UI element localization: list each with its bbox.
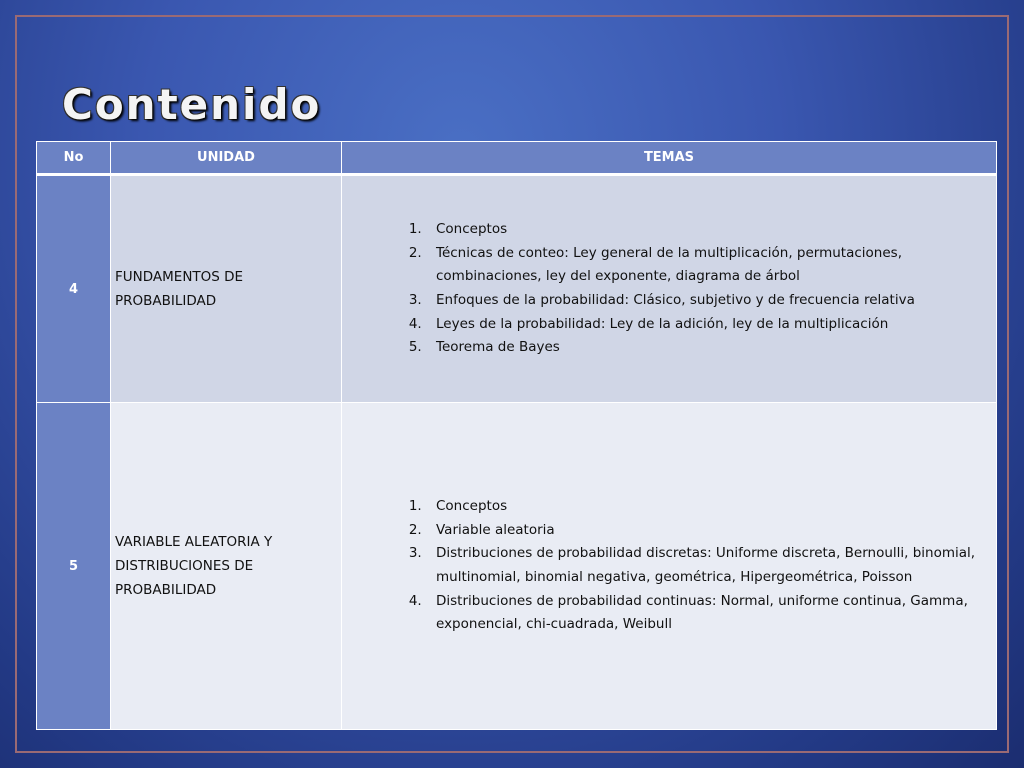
unidad-cell bbox=[111, 403, 342, 730]
content-table bbox=[36, 141, 997, 730]
tema-item: 5. Teorema de Bayes bbox=[426, 336, 982, 360]
tema-item: 3. Enfoques de la probabilidad: Clásico, subjetivo y de frecuencia relativa bbox=[426, 289, 982, 313]
unidad-cell bbox=[111, 175, 342, 403]
tema-item: 4. Distribuciones de probabilidad continuas: Normal, uniforme continua, Gamma, exponencial, chi-cuadrada, Weibull bbox=[426, 590, 982, 637]
row-number: 5 bbox=[37, 403, 111, 730]
temas-cell bbox=[342, 403, 997, 730]
header-temas: TEMAS bbox=[342, 142, 997, 175]
tema-item: 2. Técnicas de conteo: Ley general de la multiplicación, permutaciones, combinaciones, ley del exponente, diagrama de árbol bbox=[426, 242, 982, 289]
header-no: No bbox=[37, 142, 111, 175]
tema-item: 3. Distribuciones de probabilidad discretas: Uniforme discreta, Bernoulli, binomial, multinomial, binomial negativa, geométrica, Hipergeométrica, Poisson bbox=[426, 542, 982, 589]
temas-cell bbox=[342, 175, 997, 403]
table-row bbox=[37, 403, 997, 730]
unidad-name: FUNDAMENTOS DE PROBABILIDAD bbox=[115, 269, 244, 309]
row-number: 4 bbox=[37, 175, 111, 403]
tema-item: 4. Leyes de la probabilidad: Ley de la adición, ley de la multiplicación bbox=[426, 313, 982, 337]
tema-item: 1. Conceptos bbox=[426, 218, 982, 242]
temas-list bbox=[342, 218, 996, 360]
table-row bbox=[37, 175, 997, 403]
tema-item: 2. Variable aleatoria bbox=[426, 519, 982, 543]
slide-title: Contenido bbox=[62, 80, 322, 129]
temas-list bbox=[342, 495, 996, 637]
tema-item: 1. Conceptos bbox=[426, 495, 982, 519]
header-unidad: UNIDAD bbox=[111, 142, 342, 175]
unidad-name: VARIABLE ALEATORIA Y DISTRIBUCIONES DE PROBABILIDAD bbox=[115, 534, 273, 598]
table-header-row bbox=[37, 142, 997, 175]
